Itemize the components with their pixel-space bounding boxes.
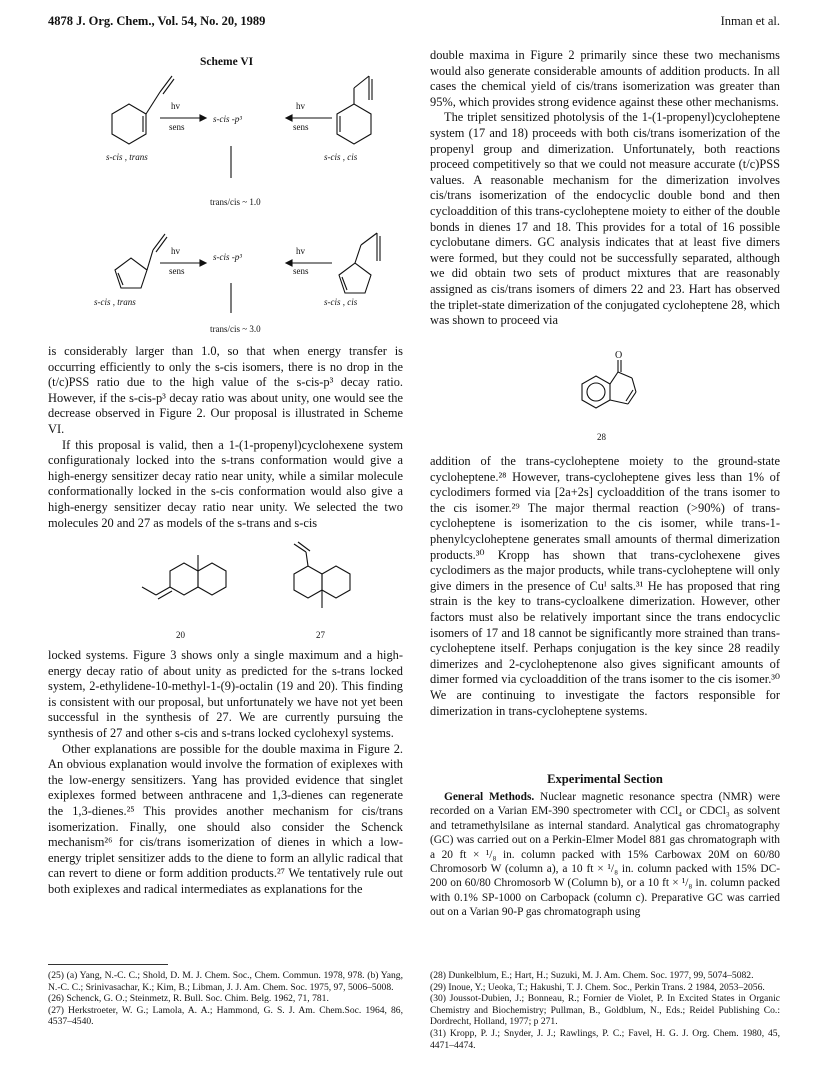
paragraph: If this proposal is valid, then a 1-(1-propenyl)cyclohexene system configurationaly locked into the s-trans conformation would give a high-energy sensitizer decay ratio near unity, while a similar molecule conformationally locked in the s-cis conformation would also give a high-energy sensitizer decay ratio near unity. We selected the two molecules 20 and 27 as models of the s-trans and s-cis xyxy=(48,437,403,530)
run-in-heading: General Methods. xyxy=(444,791,535,803)
running-header-left: 4878 J. Org. Chem., Vol. 54, No. 20, 1989 xyxy=(48,14,266,28)
footnotes-right xyxy=(430,970,780,1051)
molecule-20-structure xyxy=(120,545,260,615)
hv-label: hv xyxy=(296,101,305,111)
footnote: (29) Inoue, Y.; Ueoka, T.; Hakushi, T. J. Chem. Soc., Perkin Trans. 2 1984, 2053–2056. xyxy=(430,981,765,993)
footnote: (26) Schenck, G. O.; Steinmetz, R. Bull. Soc. Chim. Belg. 1962, 71, 781. xyxy=(48,993,329,1005)
footnote-rule xyxy=(48,964,168,965)
ratio-label: trans/cis ~ 1.0 xyxy=(210,197,261,207)
experimental-paragraph xyxy=(430,790,780,920)
scheme-upper-arrows xyxy=(160,112,340,182)
right-column-upper xyxy=(430,48,780,329)
footnotes-left xyxy=(48,970,403,1028)
paragraph: double maxima in Figure 2 primarily since these two mechanisms would also generate considerable amounts of addition products. In all cases the chemical yield of cis/trans isomerization was greater than 95%, which provides strong evidence against these other mechanisms. xyxy=(430,48,780,109)
compound-28-label: 28 xyxy=(597,432,606,442)
carbonyl-oxygen-label: O xyxy=(615,350,623,361)
hv-label: hv xyxy=(171,101,180,111)
center-label: s-cis -p³ xyxy=(213,114,242,124)
footnote: (28) Dunkelblum, E.; Hart, H.; Suzuki, M. J. Am. Chem. Soc. 1977, 99, 5074–5082. xyxy=(430,970,754,981)
molecule-27-structure xyxy=(270,540,380,625)
paragraph: The triplet sensitized photolysis of the 1-(1-propenyl)cycloheptene system (17 and 18) proceeds with both cis/trans isomerization of the propenyl group and dimerization. Unfortunately, both reactions proceed competitively so that we could not measure accurate (t/c)PSS values. A reasonable mechanism for the dimerization involves cis/trans isomerization of the endocyclic double bond and then cycloaddition of this trans-cycloheptene moiety to either of the double bonds in dienes 17 and 18. This provides for a total of 16 possible cyclobutane dimers. GC analysis indicates that at least five dimers were formed, but they could not be successfully separated, although we did obtain two sets of product mixtures that are reasonably assigned as cis/trans isomers of dimers 22 and 23. Hart has observed the triplet-state dimerization of the conjugated cycloheptene 28, which was shown to proceed via xyxy=(430,110,780,328)
section-title: Experimental Section xyxy=(547,772,663,786)
paragraph: is considerably larger than 1.0, so that when energy transfer is occurring efficiently to only the s-cis isomers, there is no drop in the (t/c)PSS ratio due to the high value of the s-cis-p³ decay ratio. However, if the s-cis-p³ decay ratio was about unity, one would see the decrease observed in Figure 2. Our proposal is illustrated in Scheme VI. xyxy=(48,344,403,436)
left-column-lower xyxy=(48,648,403,898)
right-conformer-label: s-cis , cis xyxy=(324,297,358,307)
ratio-label: trans/cis ~ 3.0 xyxy=(210,324,261,334)
sens-label: sens xyxy=(293,266,309,276)
left-column-upper xyxy=(48,344,403,531)
right-conformer-label: s-cis , cis xyxy=(324,152,358,162)
sens-label: sens xyxy=(169,266,185,276)
paragraph-body: Nuclear magnetic resonance spectra (NMR) were recorded on a Varian EM-390 spectrometer with CCl₄ or CDCl₃ as solvent and tetramethylsilane as internal standard. Analytical gas chromatography (GC) was carried out on a Perkin-Elmer Model 881 gas chromatograph with a 20 ft × ¹/₈ in. column packed with 15% Carbowax 20M on 60/80 Chromosorb W (column a), a 10 ft × ¹/₈ in. column packed with 15% DC-200 on 60/80 Chromosorb W (Column b), or a 10 ft × ¹/₈ in. column packed with 0.1% SP-1000 on Carbopack (column c). Preparative GC was carried out on a Varian 90-P gas chromatograph using xyxy=(430,791,780,919)
footnote: (30) Joussot-Dubien, J.; Bonneau, R.; Fornier de Violet, P. In Excited States in Organic Chemistry and Biochemistry; Pullman, B., Goldblum, N., Eds.; Reidel Publishing Co.: Dordrecht, Holland, 1977; p 271. xyxy=(430,993,780,1028)
molecule-28-structure xyxy=(560,350,660,430)
paragraph: Other explanations are possible for the double maxima in Figure 2. An obvious explanation would involve the formation of exiplexes with the low-energy sensitizers. Yang has provided evidence that singlet exiplexes formed between anthracene and 1,3-dienes can regenerate the 1,3-dienes.²⁵ This provides another mechanism for cis/trans isomerization. Finally, one should also consider the Schenck mechanism²⁶ for cis/trans isomerization of dienes in which a low-energy triplet sensitizer adds to the diene to form an allylic radical that can revert to diene or form addition products.²⁷ We tentatively rule out both exiplexes and radical intermediates as explanations for the xyxy=(48,741,403,896)
hv-label: hv xyxy=(171,246,180,256)
left-conformer-label: s-cis , trans xyxy=(94,297,136,307)
paragraph: locked systems. Figure 3 shows only a single maximum and a high-energy decay ratio of about unity as predicted for the s-trans locked system, 2-ethylidene-10-methyl-1-(9)-octalin (19 and 20). This finding is consistent with our proposal, but unfortunately we have not yet been successful in the synthesis of 27. We are currently pursuing the synthesis of 27 and other s-cis and s-trans locked cyclohexyl systems. xyxy=(48,648,403,740)
center-label: s-cis -p³ xyxy=(213,252,242,262)
sens-label: sens xyxy=(169,122,185,132)
footnote: (31) Kropp, P. J.; Snyder, J. J.; Rawlings, P. C.; Favel, H. G. J. Org. Chem. 1980, 45, 4471–4474. xyxy=(430,1027,780,1051)
right-column-lower xyxy=(430,454,780,719)
paragraph: addition of the trans-cycloheptene moiety to the ground-state cycloheptene.²⁸ However, trans-cycloheptene gives less than 1% of cyclodimers formed via [2a+2s] cycloaddition of the trans isomer to the cis isomer.²⁹ The major thermal reaction (>90%) of trans-cycloheptene is isomerization to the cis isomer, while trans-1-phenylcycloheptene generates small amounts of thermal dimerization products.³⁰ Kropp has shown that trans-cyclohexene gives cyclodimers as the major products, while trans-cycloheptene will only give dimers in the presence of Cuᴵ salts.³¹ He has proposed that ring strain is the key to trans-cycloalkene dimerization. However, other factors must also be relatively important since the trans endocyclic isomers of 17 and 18 cannot be significantly more strained than trans-cycloheptene itself. Perhaps conjugation is the key since 28 readily dimerizes and 2-cycloheptenone also gives significant amounts of dimer formed via cycloaddition of the trans isomer to the cis isomer.³⁰ We are continuing to investigate the factors responsible for dimerization in trans-cycloheptene systems. xyxy=(430,454,780,718)
compound-20-label: 20 xyxy=(176,630,185,640)
left-conformer-label: s-cis , trans xyxy=(106,152,148,162)
running-header-right: Inman et al. xyxy=(720,14,780,28)
footnote: (25) (a) Yang, N.-C. C.; Shold, D. M. J. Chem. Soc., Chem. Commun. 1978, 978. (b) Yang, N.-C. C.; Srinivasachar, K.; Kim, B.; Libman, J. J. Am. Chem. Soc. 1975, 97, 5006–5008. xyxy=(48,970,403,993)
compound-27-label: 27 xyxy=(316,630,325,640)
scheme-title: Scheme VI xyxy=(200,56,254,68)
footnote: (27) Herkstroeter, W. G.; Lamola, A. A.; Hammond, G. S. J. Am. Chem.Soc. 1964, 86, 4537–4540. xyxy=(48,1004,403,1028)
hv-label: hv xyxy=(296,246,305,256)
sens-label: sens xyxy=(293,122,309,132)
scheme-lower-arrows xyxy=(160,257,340,317)
